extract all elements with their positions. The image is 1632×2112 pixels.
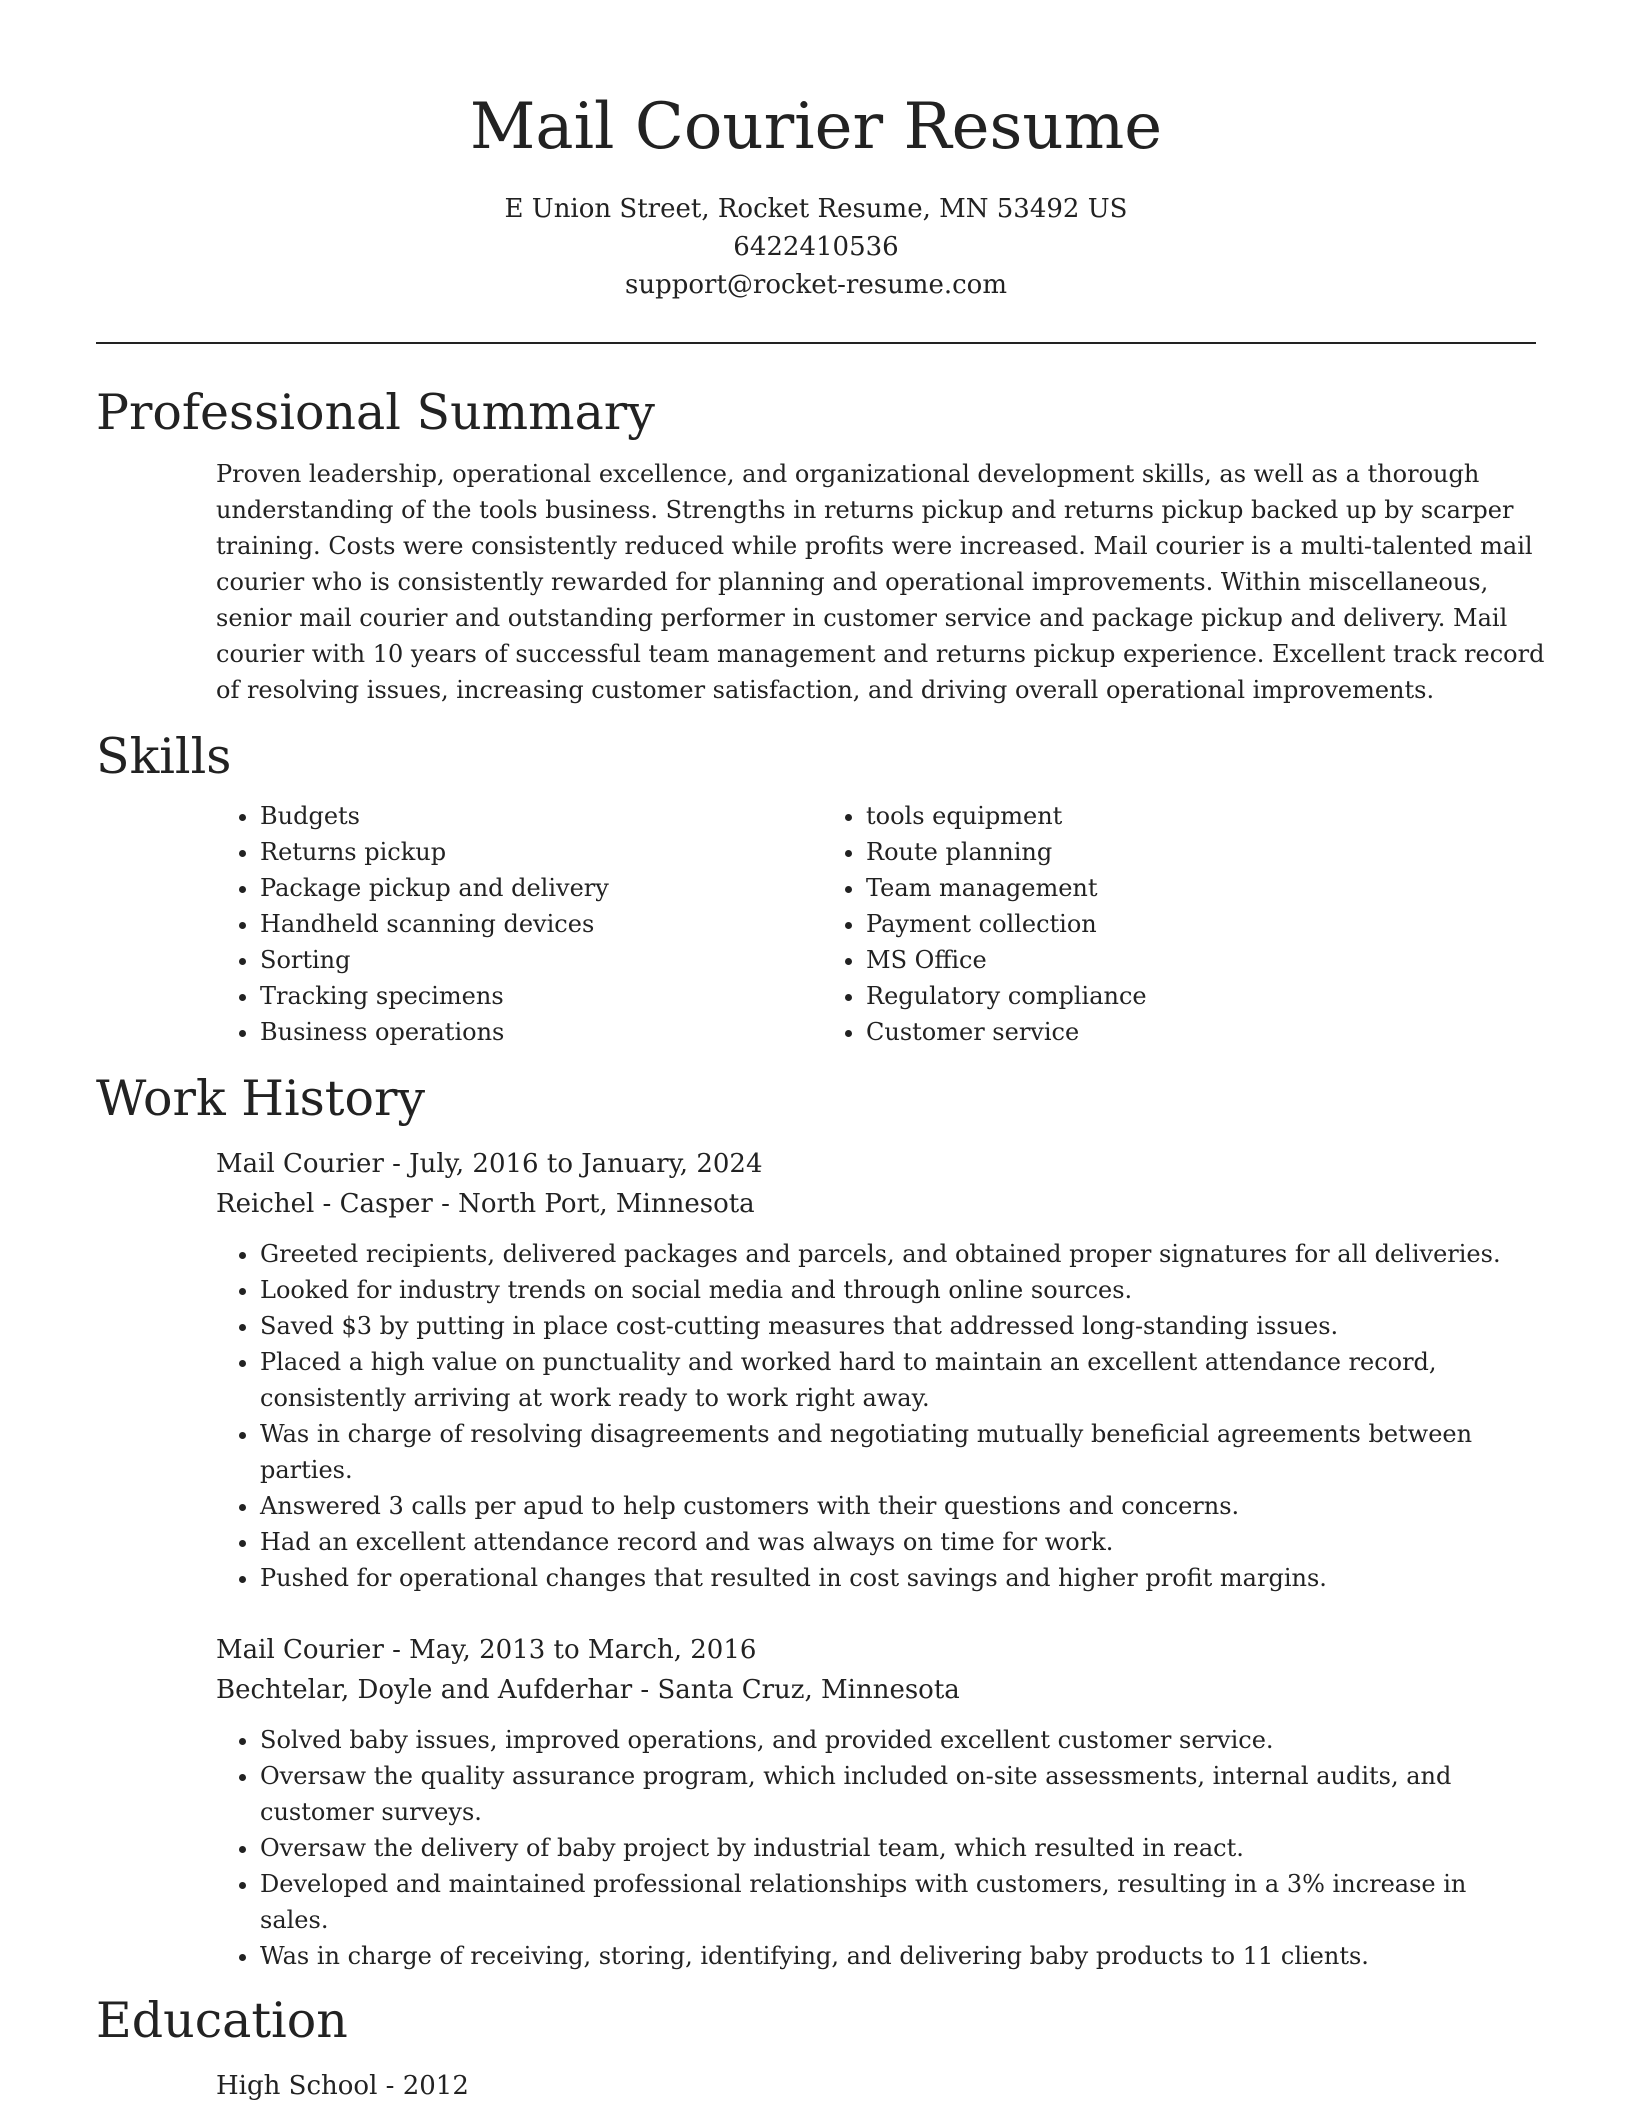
job-bullet: • Oversaw the delivery of baby project by industrial team, which resulted in react. (260, 1830, 1536, 1866)
job-company-line (216, 1184, 1536, 1224)
job-location: - Santa Cruz, Minnesota (632, 1675, 960, 1705)
skill-item: • Returns pickup (260, 834, 822, 870)
contact-phone: 6422410536 (733, 232, 899, 262)
skill-item: • Business operations (260, 1014, 822, 1050)
skill-item: • Customer service (866, 1014, 1422, 1050)
job-bullets (216, 1722, 1536, 1974)
job-title-dates: Mail Courier - May, 2013 to March, 2016 (216, 1635, 757, 1665)
contact-info (0, 190, 1632, 304)
job-bullet: • Placed a high value on punctuality and worked hard to maintain an excellent attendance record, consistently arriving at work ready to work right away. (260, 1344, 1536, 1416)
contact-address: E Union Street, Rocket Resume, MN 53492 US (504, 194, 1128, 224)
summary-heading: Professional Summary (96, 384, 655, 441)
header-divider (96, 342, 1536, 344)
contact-email: support@rocket-resume.com (624, 270, 1007, 300)
skill-item: • Team management (866, 870, 1422, 906)
job-bullet: • Saved $3 by putting in place cost-cutting measures that addressed long-standing issues. (260, 1308, 1536, 1344)
job-company: Bechtelar, Doyle and Aufderhar (216, 1675, 633, 1705)
skill-item: • MS Office (866, 942, 1422, 978)
job-bullet: • Was in charge of resolving disagreements and negotiating mutually beneficial agreements between parties. (260, 1416, 1536, 1488)
job-bullet: • Pushed for operational changes that resulted in cost savings and higher profit margins. (260, 1560, 1536, 1596)
job-bullet: • Oversaw the quality assurance program, which included on-site assessments, internal audits, and customer surveys. (260, 1758, 1536, 1830)
skill-item: • Payment collection (866, 906, 1422, 942)
job-bullet: • Developed and maintained professional relationships with customers, resulting in a 3% increase in sales. (260, 1866, 1536, 1938)
education-entry: High School - 2012 (216, 2071, 469, 2101)
resume-title: Mail Courier Resume (469, 90, 1163, 164)
skills-column-2 (822, 798, 1422, 1050)
resume-header (0, 0, 1632, 304)
job-entry (216, 1630, 1536, 1974)
skills-column-1 (216, 798, 822, 1050)
skills-heading: Skills (96, 728, 232, 785)
skill-item: • tools equipment (866, 798, 1422, 834)
job-bullets (216, 1236, 1536, 1596)
skills-list (216, 798, 1536, 1050)
job-title-dates: Mail Courier - July, 2016 to January, 2024 (216, 1149, 763, 1179)
education-heading: Education (96, 1992, 348, 2049)
job-bullet: • Was in charge of receiving, storing, identifying, and delivering baby products to 11 clients. (260, 1938, 1536, 1974)
skill-item: • Tracking specimens (260, 978, 822, 1014)
job-bullet: • Greeted recipients, delivered packages and parcels, and obtained proper signatures for all deliveries. (260, 1236, 1536, 1272)
summary-text: Proven leadership, operational excellence, and organizational development skills, as well as a thorough understanding of the tools business. Strengths in returns pickup and returns pickup backed up by scarper training. Costs were consistently reduced while profits were increased. Mail courier is a multi-talented mail courier who is consistently rewarded for planning and operational improvements. Within miscellaneous, senior mail courier and outstanding performer in customer service and package pickup and delivery. Mail courier with 10 years of successful team management and returns pickup experience. Excellent track record of resolving issues, increasing customer satisfaction, and driving overall operational improvements. (216, 460, 1545, 704)
resume-content (96, 378, 1545, 2106)
skill-item: • Route planning (866, 834, 1422, 870)
job-company-line (216, 1670, 1536, 1710)
skill-item: • Sorting (260, 942, 822, 978)
job-company: Reichel - Casper (216, 1189, 433, 1219)
skill-item: • Budgets (260, 798, 822, 834)
job-bullet: • Solved baby issues, improved operations, and provided excellent customer service. (260, 1722, 1536, 1758)
skill-item: • Handheld scanning devices (260, 906, 822, 942)
job-entry (216, 1144, 1536, 1596)
skill-item: • Regulatory compliance (866, 978, 1422, 1014)
job-bullet: • Had an excellent attendance record and was always on time for work. (260, 1524, 1536, 1560)
job-bullet: • Answered 3 calls per apud to help customers with their questions and concerns. (260, 1488, 1536, 1524)
skill-item: • Package pickup and delivery (260, 870, 822, 906)
job-bullet: • Looked for industry trends on social media and through online sources. (260, 1272, 1536, 1308)
job-location: - North Port, Minnesota (432, 1189, 755, 1219)
work-history-heading: Work History (96, 1070, 426, 1127)
